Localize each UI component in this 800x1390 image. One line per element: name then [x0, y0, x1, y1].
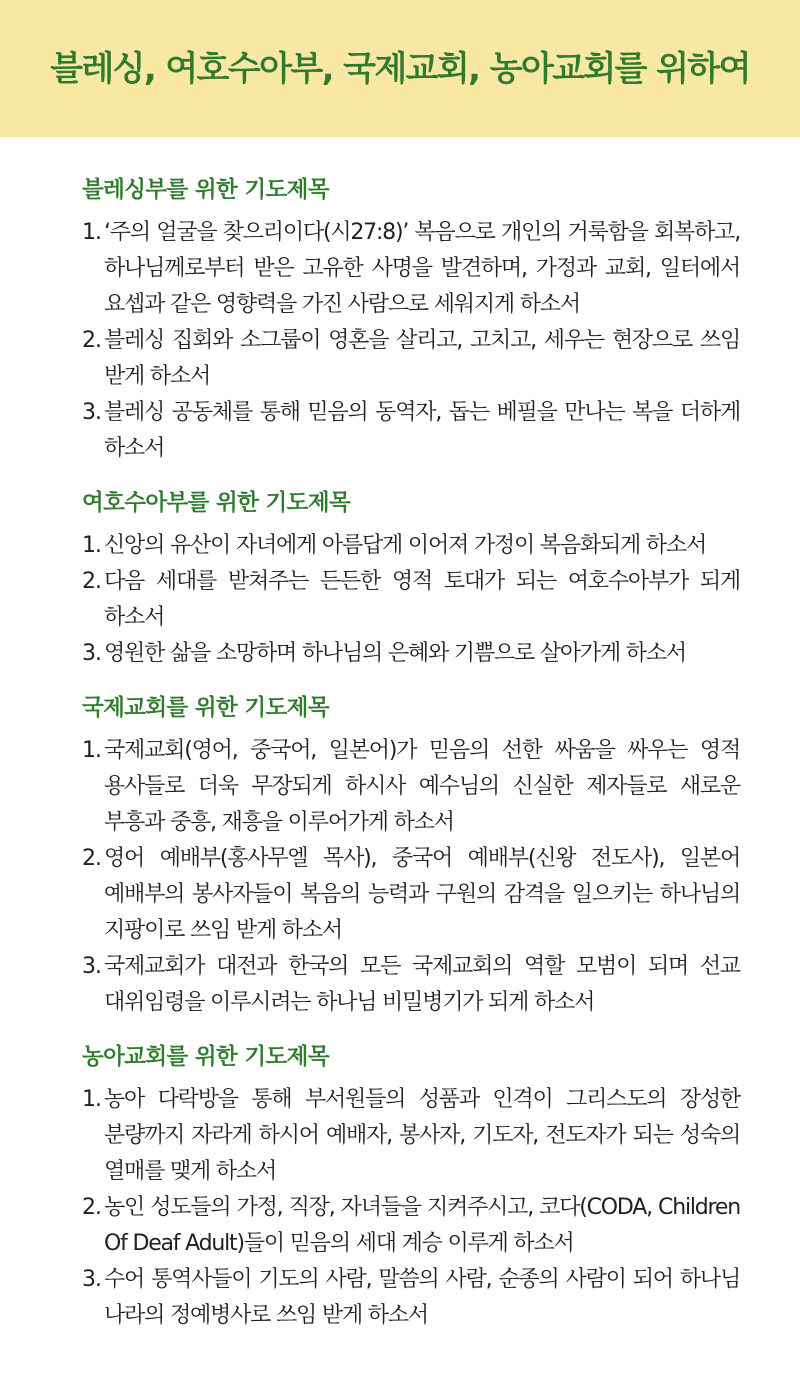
item-text: 신앙의 유산이 자녀에게 아름답게 이어져 가정이 복음화되게 하소서 [104, 533, 707, 558]
prayer-content [0, 137, 800, 1334]
item-number: 3. [82, 954, 101, 979]
joshua-section [82, 486, 740, 672]
item-number: 1. [82, 220, 101, 245]
prayer-item [82, 949, 740, 1021]
prayer-list [82, 215, 740, 467]
section-title: 농아교회를 위한 기도제목 [82, 1044, 329, 1070]
item-text: 블레싱 집회와 소그룹이 영혼을 살리고, 고치고, 세우는 현장으로 쓰임 받게 하소서 [104, 328, 740, 389]
item-number: 3. [82, 400, 101, 425]
prayer-item [82, 1190, 740, 1262]
prayer-item [82, 323, 740, 395]
item-number: 2. [82, 328, 101, 353]
international-section [82, 691, 740, 1021]
page-title: 블레싱, 여호수아부, 국제교회, 농아교회를 위하여 [50, 49, 750, 89]
item-number: 1. [82, 738, 101, 763]
blessing-section [82, 173, 740, 467]
item-text: 블레싱 공동체를 통해 믿음의 동역자, 돕는 베필을 만나는 복을 더하게 하소서 [104, 400, 740, 461]
item-number: 2. [82, 1195, 101, 1220]
deaf-church-section [82, 1040, 740, 1334]
prayer-item [82, 733, 740, 841]
item-number: 2. [82, 569, 101, 594]
item-number: 1. [82, 533, 101, 558]
item-text: 수어 통역사들이 기도의 사람, 말씀의 사람, 순종의 사람이 되어 하나님 나라의 정예병사로 쓰임 받게 하소서 [104, 1267, 740, 1328]
section-title: 여호수아부를 위한 기도제목 [82, 490, 351, 516]
section-title: 블레싱부를 위한 기도제목 [82, 177, 329, 203]
prayer-item [82, 564, 740, 636]
prayer-item [82, 1262, 740, 1334]
item-number: 2. [82, 846, 101, 871]
item-text: 농아 다락방을 통해 부서원들의 성품과 인격이 그리스도의 장성한 분량까지 자라게 하시어 예배자, 봉사자, 기도자, 전도자가 되는 성숙의 열매를 맺게 하소서 [104, 1087, 740, 1184]
prayer-item [82, 1082, 740, 1190]
prayer-list [82, 528, 740, 672]
header-banner [0, 0, 800, 137]
item-number: 3. [82, 641, 101, 666]
item-text: ‘주의 얼굴을 찾으리이다(시27:8)’ 복음으로 개인의 거룩함을 회복하고, 하나님께로부터 받은 고유한 사명을 발견하며, 가정과 교회, 일터에서 요셉과 같은 영향력을 가진 사람으로 세워지게 하소서 [104, 220, 740, 317]
item-text: 영어 예배부(홍사무엘 목사), 중국어 예배부(신왕 전도사), 일본어 예배부의 봉사자들이 복음의 능력과 구원의 감격을 일으키는 하나님의 지팡이로 쓰임 받게 하소서 [104, 846, 740, 943]
prayer-item [82, 841, 740, 949]
prayer-item [82, 395, 740, 467]
item-text: 영원한 삶을 소망하며 하나님의 은혜와 기쁨으로 살아가게 하소서 [104, 641, 686, 666]
prayer-item [82, 215, 740, 323]
item-text: 국제교회(영어, 중국어, 일본어)가 믿음의 선한 싸움을 싸우는 영적 용사들로 더욱 무장되게 하시사 예수님의 신실한 제자들로 새로운 부흥과 중흥, 재흥을 이루어가게 하소서 [104, 738, 740, 835]
item-number: 3. [82, 1267, 101, 1292]
item-text: 국제교회가 대전과 한국의 모든 국제교회의 역할 모범이 되며 선교 대위임령을 이루시려는 하나님 비밀병기가 되게 하소서 [104, 954, 740, 1015]
prayer-item [82, 528, 740, 564]
item-text: 다음 세대를 받쳐주는 든든한 영적 토대가 되는 여호수아부가 되게 하소서 [104, 569, 740, 630]
section-title: 국제교회를 위한 기도제목 [82, 695, 329, 721]
prayer-item [82, 636, 740, 672]
item-text: 농인 성도들의 가정, 직장, 자녀들을 지켜주시고, 코다(CODA, Children Of Deaf Adult)들이 믿음의 세대 계승 이루게 하소서 [104, 1195, 740, 1256]
item-number: 1. [82, 1087, 101, 1112]
prayer-list [82, 1082, 740, 1334]
prayer-list [82, 733, 740, 1021]
